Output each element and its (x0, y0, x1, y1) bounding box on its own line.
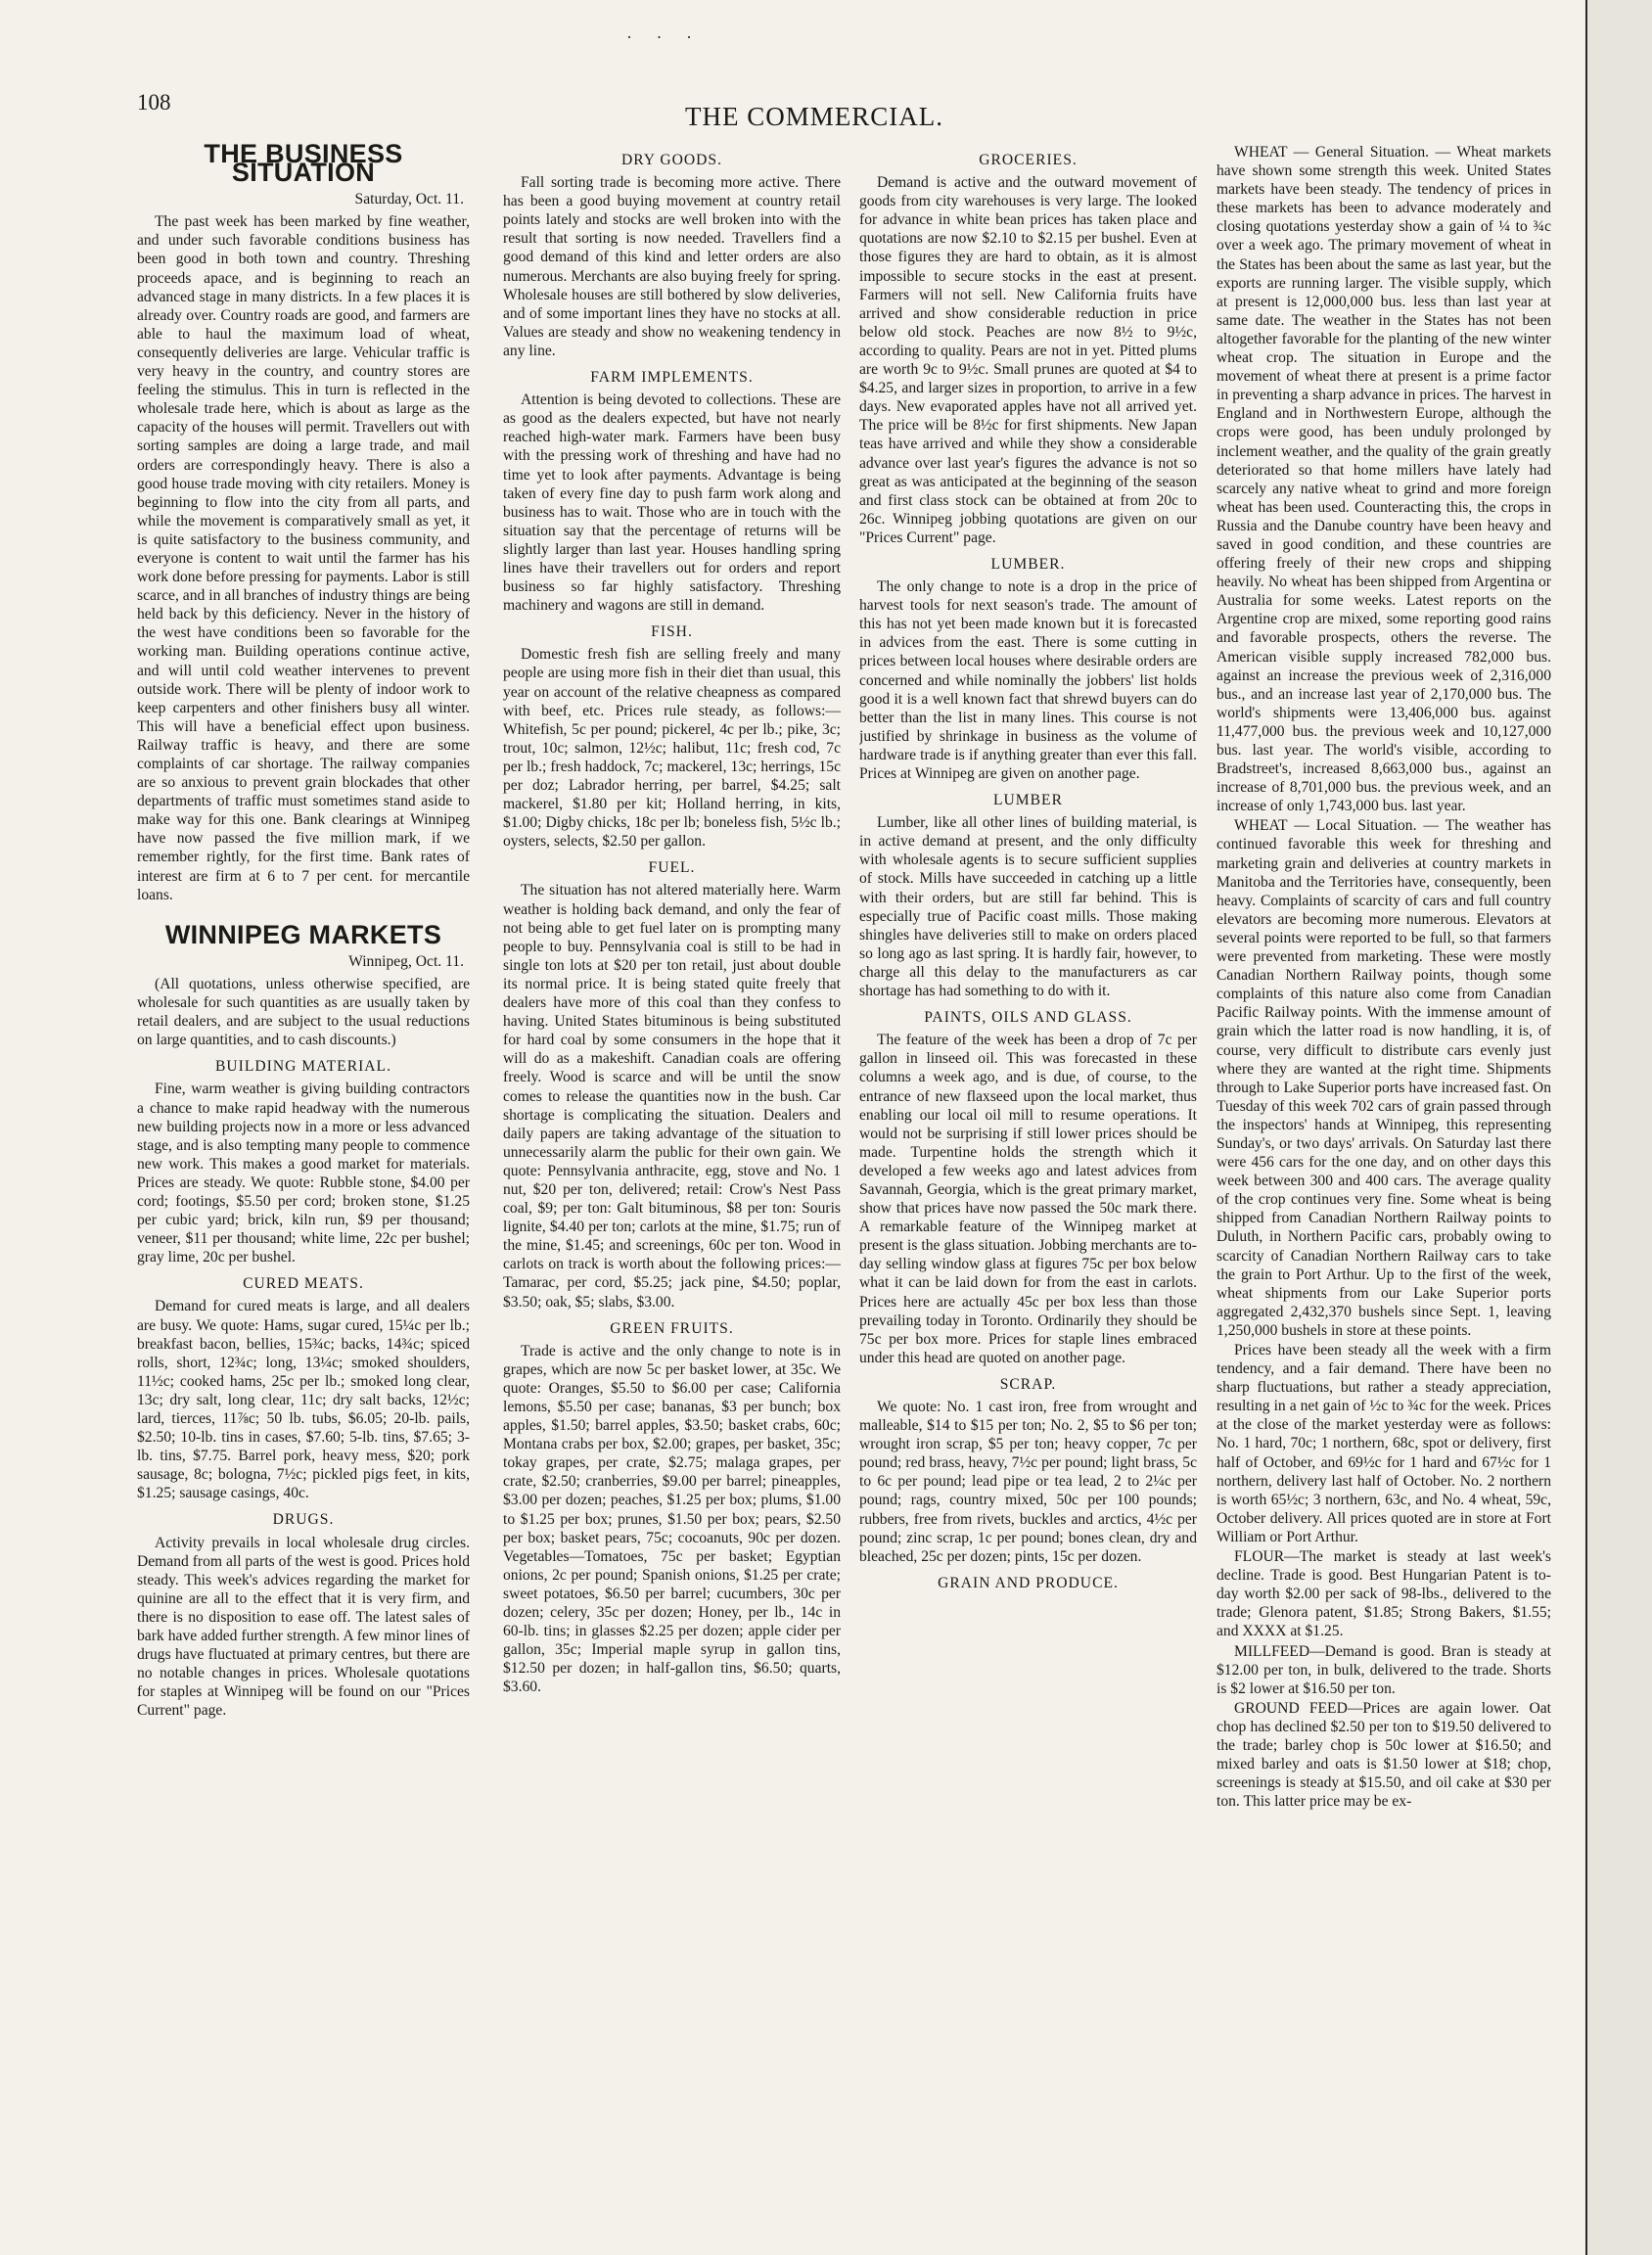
facing-page-edge (1585, 0, 1652, 2255)
fuel-body: The situation has not altered materially here. Warm weather is holding back demand, and only the fear of not being able to get fuel later on is prompting many people to buy. Pennsylvania coal is still to be had in single ton lots at $20 per ton retail, just about double its normal price. It is being stated quite freely that dealers have more of this coal than they confess to having. United States bituminous is being substituted for hard coal by some consumers in the hope that it will do as a makeshift. Canadian coals are offering freely. Wood is scarce and will be until the snow comes to release the quantities now in the bush. Car shortage is complicating the situation. Dealers and daily papers are taking advantage of the situation to unnecessarily alarm the public for their own gain. We quote: Pennsylvania anthracite, egg, stove and No. 1 nut, $20 per ton, delivered; retail: Crow's Nest Pass coal, $9; per ton: Galt bituminous, $8 per ton: Souris lignite, $4.40 per ton; carlots at the mine, $1.75; run of the mine, $1.45; and screenings, 60c per ton. Wood in carlots on track is worth about the following prices:—Tamarac, per cord, $5.25; jack pine, $4.50; poplar, $3.50; oak, $5; slabs, $3.00. (503, 882, 841, 1311)
business-situation-title: THE BUSINESS SITUATION (204, 143, 403, 188)
groceries-heading: GROCERIES. (979, 152, 1078, 168)
flour-body: FLOUR—The market is steady at last week's decline. Trade is good. Best Hungarian Patent is to-day worth $2.00 per sack of 98-lbs., delivered to the trade; Glenora patent, $1.85; Strong Bakers, $1.55; and XXXX at $1.25. (1216, 1548, 1551, 1640)
column-4 (1216, 143, 1551, 2237)
scrap-heading: SCRAP. (999, 1375, 1057, 1393)
drugs-heading: DRUGS. (272, 1511, 335, 1529)
building-material-heading: BUILDING MATERIAL. (215, 1058, 391, 1076)
green-fruits-heading: GREEN FRUITS. (610, 1319, 734, 1337)
dry-goods-heading: DRY GOODS. (621, 152, 722, 168)
cured-meats-heading: CURED MEATS. (243, 1275, 364, 1293)
building-material-body: Fine, warm weather is giving building contractors a chance to make rapid headway with the numerous new building projects now in a more or less advanced stage, and is also tempting many people to commence new work. This makes a good market for materials. Prices are steady. We quote: Rubble stone, $4.00 per cord; footings, $5.50 per cord; broken stone, $1.25 per cubic yard; brick, kiln run, $9 per thousand; veneer, $11 per thousand; white lime, 22c per bushel; gray lime, 20c per bushel. (137, 1081, 470, 1266)
drugs-body: Activity prevails in local wholesale drug circles. Demand from all parts of the west is good. Prices hold steady. This week's advices regarding the market for quinine are all to the effect that it is very firm, and there is no disposition to ease off. The latest sales of bark have added further strength. A few minor lines of drugs have fluctuated at primary centres, but there are no notable changes in prices. Wholesale quotations for staples at Winnipeg will be found on our "Prices Current" page. (137, 1534, 470, 1720)
farm-implements-heading: FARM IMPLEMENTS. (590, 369, 754, 387)
dry-goods-body: Fall sorting trade is becoming more active. There has been a good buying movement at country retail points lately and stocks are well broken into with the result that sorting is now needed. Travellers find a good demand of this kind and letter orders are also numerous. Merchants are also buying freely for spring. Wholesale houses are still bothered by slow deliveries, and of some important lines they have no stocks at all. Values are steady and show no weakening tendency in any line. (503, 174, 841, 359)
fuel-heading: FUEL. (648, 859, 696, 877)
grain-produce-heading: GRAIN AND PRODUCE. (938, 1574, 1119, 1591)
markets-intro: (All quotations, unless otherwise specified, are wholesale for such quantities as are usually taken by retail dealers, and are subject to the usual reductions on large quantities, and to cash discounts.) (137, 975, 470, 1049)
wheat-prices-body: Prices have been steady all the week with a firm tendency, and a fair demand. There have been no sharp fluctuations, but rather a steady appreciation, resulting in a net gain of ½c to ¾c for the week. Prices at the close of the market yesterday were as follows: No. 1 hard, 70c; 1 northern, 68c, spot or delivery, first half of October, and 69½c for 1 hard and 67½c for 1 northern, delivery last half of October. No. 2 northern is worth 65½c; 3 northern, 63c, and No. 4 wheat, 59c, October delivery. All prices quoted are in store at Fort William or Port Arthur. (1216, 1342, 1551, 1545)
paints-oils-glass-heading: PAINTS, OILS AND GLASS. (924, 1009, 1132, 1027)
markets-dateline: Winnipeg, Oct. 11. (348, 952, 464, 970)
lumber-heading: LUMBER (993, 792, 1063, 809)
column-2 (503, 143, 841, 2237)
hardware-lumber-heading: LUMBER. (990, 555, 1066, 573)
cured-meats-body: Demand for cured meats is large, and all dealers are busy. We quote: Hams, sugar cured, 15¼c per lb.; breakfast bacon, bellies, 15¾c; backs, 14¾c; spiced rolls, short, 12¾c; long, 13¼c; smoked shoulders, 11½c; cooked hams, 25c per lb.; smoked long clear, 13c; dry salt, long clear, 11c; dry salt backs, 12½c; lard, tierces, 11⅞c; 50 lb. tubs, $6.05; 20-lb. pails, $2.50; 10-lb. tins in cases, $7.60; 5-lb. tins, $7.65; 3-lb. tins, $7.75. Barrel pork, heavy mess, $20; pork sausage, 8c; bologna, 7½c; pickled pigs feet, in kits, $1.25; sausage casings, 40c. (137, 1298, 470, 1502)
column-1 (137, 143, 470, 2237)
page-number: 108 (137, 90, 171, 115)
wheat-general-body: WHEAT — General Situation. — Wheat markets have shown some strength this week. United States markets have been steady. The tendency of prices in these markets has been to advance moderately and closing quotations yesterday show a gain of ¼ to ¾c over a week ago. The primary movement of wheat in the States has been about the same as last year, but the exports are running larger. The visible supply, which at present is 12,000,000 bus. less than last year at same date. The weather in the States has not been altogether favorable for the planting of the new winter wheat crop. The situation in Europe and the movement of wheat there at present is a prime factor in preventing a sharp advance in prices. The harvest in England and in Northwestern Europe, although the crops were good, has been unduly prolonged by inclement weather, and the quality of the grain greatly deteriorated so that home millers have lately had scarcely any native wheat to grind and more foreign wheat has been used. Counteracting this, the crops in Russia and the Danube country have been heavy and saved in good condition, and these countries are offering freely of their new crops and shipping heavily. No wheat has been shipped from Argentina or Australia for some weeks. Latest reports on the Argentine crop are mixed, some reporting good rains and favorable prospects, others the reverse. The American visible supply increased 782,000 bus. against an increase the previous week of 2,316,000 bus., and an increase last year of 2,170,000 bus. The world's shipments were 13,406,000 bus. against 11,477,000 bus. the previous week and 10,127,000 bus. last year. The world's visible, according to Bradstreet's, increased 8,663,000 bus., against an increase of 8,701,000 bus. the previous week, and an increase of only 1,743,000 bus. last year. (1216, 144, 1551, 815)
print-specks: · · · (626, 27, 702, 47)
green-fruits-body: Trade is active and the only change to note is in grapes, which are now 5c per basket lower, at 35c. We quote: Oranges, $5.50 to $6.00 per case; California lemons, $5.50 per case; bananas, $3 per bunch; box apples, $1.50; barrel apples, $3.50; basket crabs, 60c; Montana crabs per box, $2.00; grapes, per basket, 35c; tokay grapes, per crate, $2.75; malaga grapes, per crate, $2.50; cranberries, $9.00 per barrel; pineapples, $3.00 per dozen; peaches, $1.25 per box; plums, $1.00 to $1.25 per box; prunes, $1.50 per box; pears, $2.50 per box; basket pears, 75c; cocoanuts, 90c per dozen. Vegetables—Tomatoes, 75c per basket; Egyptian onions, 2c per pound; Spanish onions, $1.25 per crate; sweet potatoes, $6.50 per barrel; cucumbers, 30c per dozen; celery, 35c per dozen; Honey, per lb., 14c in 60-lb. tins; in glasses $2.25 per dozen; apple cider per gallon, 35c; Imperial maple syrup in gallon tins, $12.50 per dozen; in half-gallon tins, $6.50; quarts, $3.60. (503, 1342, 841, 1696)
business-body: The past week has been marked by fine weather, and under such favorable conditions business has been good in both town and country. Threshing proceeds apace, and is beginning to reach an advanced stage in many districts. In a few places it is already over. Country roads are good, and farmers are able to haul the maximum load of wheat, consequently deliveries are large. Vehicular traffic is very heavy in the country, and country stores are feeling the stimulus. This in turn is reflected in the wholesale trade here, which is about as large as the capacity of the houses will permit. Travellers out with sorting samples are doing a large trade, and mail orders are correspondingly heavy. There is also a good house trade moving with city retailers. Money is beginning to flow into the city from all parts, and while the movement is comparatively small as yet, it is quite satisfactory to the business community, and everyone is content to wait until the farmer has his work done before pressing for payments. Labor is still scarce, and in all branches of industry things are being held back by this deficiency. Never in the history of the west have conditions been so favorable for the working man. Building operations continue active, and will until cold weather intervenes to prevent outside work. There will be plenty of indoor work to keep carpenters and other finishers busy all winter. This will have a beneficial effect upon business. Railway traffic is heavy, and there are some complaints of car shortage. The railway companies are so anxious to prevent grain blockades that other departments of traffic must sometimes stand aside to make way for this one. Bank clearings at Winnipeg have now passed the five million mark, if we remember rightly, for the first time. Bank rates of interest are firm at 6 to 7 per cent. for mercantile loans. (137, 213, 470, 903)
millfeed-body: MILLFEED—Demand is good. Bran is steady at $12.00 per ton, in bulk, delivered to the trade. Shorts is $2 lower at $16.50 per ton. (1216, 1642, 1551, 1697)
farm-implements-body: Attention is being devoted to collections. These are as good as the dealers expected, but have not nearly reached high-water mark. Farmers have been busy with the pressing work of threshing and have had no time yet to look after payments. Advantage is being taken of every fine day to push farm work along and business has to wait. Those who are in touch with the situation say that the percentage of returns will be slightly larger than last year. Houses handling spring lines have their travellers out for orders and report business so far highly satisfactory. Threshing machinery and wagons are still in demand. (503, 391, 841, 615)
hardware-lumber-body: The only change to note is a drop in the price of harvest tools for next season's trade. The amount of this has not yet been made known but it is forecasted in advices from the east. There is some cutting in prices between local houses where desirable orders are concerned and while nominally the jobbers' list holds good it is a well known fact that shrewd buyers can do better than the list in many lines. This course is not justified by shrinkage in business as the volume of hardware trade is if anything greater than ever this fall. Prices at Winnipeg are given on another page. (859, 578, 1197, 782)
scrap-body: We quote: No. 1 cast iron, free from wrought and malleable, $14 to $15 per ton; No. 2, $5 to $6 per ton; wrought iron scrap, $5 per ton; heavy copper, 7c per pound; red brass, heavy, 7½c per pound; light brass, 5c to 6c per pound; lead pipe or tea lead, 2 to 2¼c per pound; rags, country mixed, 50c per 100 pounds; rubbers, free from rivets, buckles and arctics, 4½c per pound; zinc scrap, 1c per pound; bones clean, dry and bleached, 25c per dozen; pints, 15c per dozen. (859, 1399, 1197, 1565)
fish-heading: FISH. (651, 623, 693, 641)
ground-feed-body: GROUND FEED—Prices are again lower. Oat chop has declined $2.50 per ton to $19.50 delivered to the trade; barley chop is 50c lower at $16.50; and mixed barley and oats is $1.50 lower at $18; chop, screenings is steady at $15.50, and oil cake at $30 per ton. This latter price may be ex- (1216, 1699, 1551, 1811)
winnipeg-markets-title: WINNIPEG MARKETS (164, 919, 442, 949)
lumber-body: Lumber, like all other lines of building material, is in active demand at present, and the only difficulty with wholesale agents is to secure sufficient supplies of stock. Mills have succeeded in catching up a little with their orders, but are still far behind. This is especially true of Pacific coast mills. Those making shingles have deliveries still to make on orders placed so long ago as last spring. It is hardly fair, however, to charge all this delay to the manufacturers as car shortage has had something to do with it. (859, 814, 1197, 1000)
fish-body: Domestic fresh fish are selling freely and many people are using more fish in their diet than usual, this year on account of the relative cheapness as compared with beef, etc. Prices rule steady, as follows:—Whitefish, 5c per pound; pickerel, 4c per lb.; pike, 3c; trout, 10c; salmon, 12½c; halibut, 11c; fresh cod, 7c per lb.; fresh haddock, 7c; mackerel, 13c; herrings, 15c per doz; Labrador herring, per barrel, $4.25; salt mackerel, $1.80 per kit; Holland herring, in kits, $1.00; Digby chicks, 18c per lb; boneless fish, 5½c lb.; oysters, selects, $2.50 per gallon. (503, 646, 841, 851)
business-dateline: Saturday, Oct. 11. (354, 191, 464, 208)
masthead: THE COMMERCIAL. (685, 102, 943, 131)
groceries-body: Demand is active and the outward movement of goods from city warehouses is very large. The looked for advance in white bean prices has taken place and quotations are now $2.10 to $2.15 per bushel. Even at those figures they are hard to obtain, as it is almost impossible to secure stocks in the east at present. Farmers will not sell. New California fruits have arrived and show considerable reduction in price below old stock. Peaches are now 8½ to 9½c, according to quality. Pears are not in yet. Pitted plums are worth 9c to 9½c. Small prunes are quoted at $4 to $4.25, and larger sizes in proportion, to arrive in a few days. New evaporated apples have not all arrived yet. The price will be 8½c for first shipments. New Japan teas have arrived and while they show a considerable advance over last year's figures the advance is not so great as was anticipated at the beginning of the season and first class stock can be obtained at from 20c to 26c. Winnipeg jobbing quotations are given on our "Prices Current" page. (859, 174, 1197, 546)
wheat-local-body: WHEAT — Local Situation. — The weather has continued favorable this week for threshing and marketing grain and deliveries at country markets in Manitoba and the Territories have, consequently, been heavy. Complaints of scarcity of cars and full country elevators are becoming more numerous. Elevators at several points were reported to be full, so that farmers were prevented from marketing. These were mostly Canadian Northern Railway points, though some complaints of this nature also come from Canadian Pacific Railway points. With the immense amount of grain which the latter road is now handling, it is, of course, very difficult to distribute cars evenly just where they are wanted at the right time. Shipments through to Lake Superior ports have increased fast. On Tuesday of this week 702 cars of grain passed through the inspectors' hands at Winnipeg, this representing Sunday's, or two days' arrivals. On Saturday last there were 456 cars for the one day, and on other days this week between 300 and 400 cars. The average quality of the crop continues very fine. Some wheat is being shipped from Canadian Northern Railway points to Duluth, in Northern Pacific cars, probably owing to scarcity of Canadian Northern Railway cars to take the grain to Port Arthur. Up to the first of the week, wheat shipments from our Lake Superior ports aggregated 2,432,370 bushels since Sept. 1, leaving 1,250,000 bushels in store at these points. (1216, 817, 1551, 1339)
column-3 (859, 143, 1197, 2237)
paints-oils-glass-body: The feature of the week has been a drop of 7c per gallon in linseed oil. This was forecasted in these columns a week ago, and is due, of course, to the entrance of new flaxseed upon the local market, thus enabling our local oil mill to resume operations. It would not be surprising if still lower prices should be made. Turpentine holds the strength which it developed a few weeks ago and latest advices from Savannah, Georgia, which is the great primary market, show that prices have now passed the 50c mark there. A remarkable feature of the Winnipeg market at present is the glass situation. Jobbing merchants are to-day selling window glass at figures 75c per box below what it can be laid down for from the east in carlots. Prices here are actually 45c per box less than those prevailing today in Toronto. Ordinarily they should be 75c per box more. Prices for staple lines embraced under this head are quoted on another page. (859, 1032, 1197, 1366)
